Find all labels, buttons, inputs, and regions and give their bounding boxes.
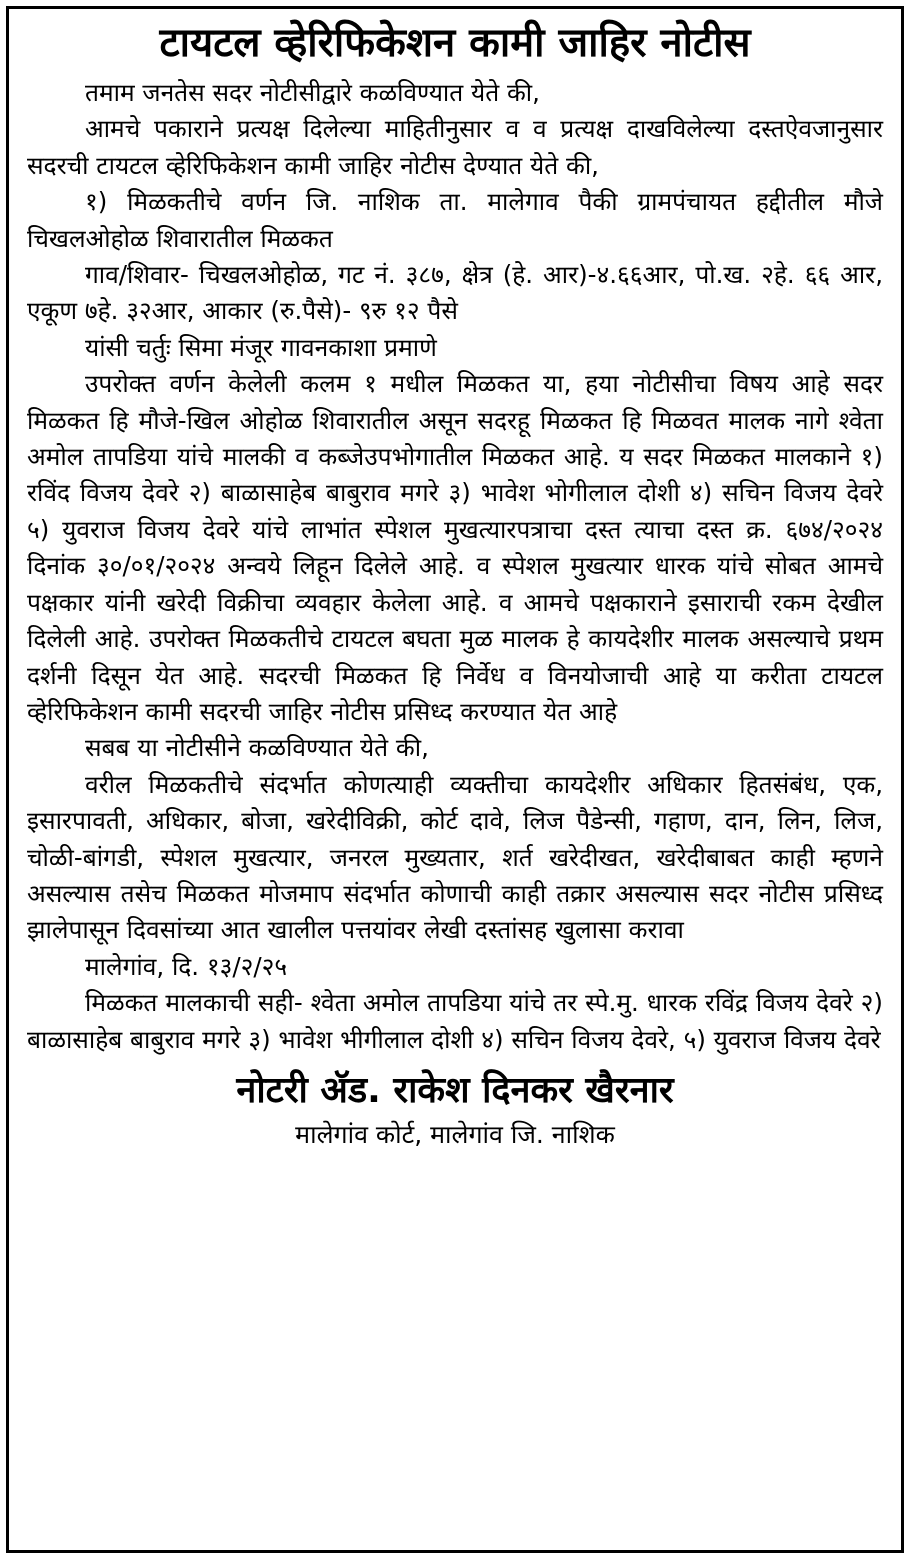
notice-paragraph-place-date: मालेगांव, दि. १३/२/२५ [85, 951, 288, 981]
notice-paragraph-objections: वरील मिळकतीचे संदर्भात कोणत्याही व्यक्तीचा कायदेशीर अधिकार हितसंबंध, एक, इसारपावती, अधिकार, बोजा, खरेदीविक्री, कोर्ट दावे, लिज पैडेन्सी, गहाण, दान, लिन, लिज, चोळी-बांगडी, स्पेशल मुखत्यार, जनरल मुख्यतार, शर्त खरेदीखत, खरेदीबाबत काही म्हणने असल्यास तसेच मिळकत मोजमाप संदर्भात कोणाची काही तक्रार असल्यास सदर नोटीस प्रसिध्द झालेपासून दिवसांच्या आत खालील पत्तयांवर लेखी दस्तांसह खुलासा करावा [27, 769, 883, 945]
notice-paragraph-property-description: १) मिळकतीचे वर्णन जि. नाशिक ता. मालेगाव पैकी ग्रामपंचायत हद्दीतील मौजे चिखलओहोळ शिवारातील मिळकत [27, 187, 883, 253]
advocate-address: मालेगांव कोर्ट, मालेगांव जि. नाशिक [295, 1119, 615, 1149]
notice-paragraph-basis: आमचे पकाराने प्रत्यक्ष दिलेल्या माहितीनुसार व व प्रत्यक्ष दाखविलेल्या दस्तऐवजानुसार सदरची टायटल व्हेरिफिकेशन कामी जाहिर नोटीस देण्यात येते की, [27, 114, 883, 180]
public-notice [6, 6, 904, 1553]
advocate-signature: नोटरी ॲड. राकेश दिनकर खैरनार [236, 1069, 674, 1111]
notice-paragraph-property-details: गाव/शिवार- चिखलओहोळ, गट नं. ३८७, क्षेत्र (हे. आर)-४.६६आर, पो.ख. २हे. ६६ आर, एकूण ७हे. ३२आर, आकार (रु.पैसे)- ९रु १२ पैसे [27, 260, 883, 326]
notice-paragraph-ownership: उपरोक्त वर्णन केलेली कलम १ मधील मिळकत या, हया नोटीसीचा विषय आहे सदर मिळकत हि मौजे-खिल ओहोळ शिवारातील असून सदरहू मिळकत हि मिळवत मालक नागे श्वेता अमोल तापडिया यांचे मालकी व कब्जेउपभोगातील मिळकत आहे. य सदर मिळकत मालकाने १) रविंद विजय देवरे २) बाळासाहेब बाबुराव मगरे ३) भावेश भोगीलाल दोशी ४) सचिन विजय देवरे ५) युवराज विजय देवरे यांचे लाभांत स्पेशल मुखत्यारपत्राचा दस्त त्याचा दस्त क्र. ६७४/२०२४ दिनांक ३०/०१/२०२४ अन्वये लिहून दिलेले आहे. व स्पेशल मुखत्यार धारक यांचे सोबत आमचे पक्षकार यांनी खरेदी विक्रीचा व्यवहार केलेला आहे. व आमचे पक्षकाराने इसाराची रकम देखील दिलेली आहे. उपरोक्त मिळकतीचे टायटल बघता मुळ मालक हे कायदेशीर मालक असल्याचे प्रथम दर्शनी दिसून येत आहे. सदरची मिळकत हि निर्वेध व विनयोजाची आहे या करीता टायटल व्हेरिफिकेशन कामी सदरची जाहिर नोटीस प्रसिध्द करण्यात येत आहे [27, 369, 883, 726]
notice-body [27, 75, 883, 1058]
notice-paragraph-hence: सबब या नोटीसीने कळविण्यात येते की, [85, 733, 429, 763]
notice-paragraph-owner-signature: मिळकत मालकाची सही- श्वेता अमोल तापडिया यांचे तर स्पे.मु. धारक रविंद्र विजय देवरे २) बाळासाहेब बाबुराव मगरे ३) भावेश भीगीलाल दोशी ४) सचिन विजय देवरे, ५) युवराज विजय देवरे [27, 988, 883, 1054]
notice-paragraph-boundaries: यांसी चर्तुः सिमा मंजूर गावनकाशा प्रमाणे [85, 332, 437, 362]
notice-paragraph-intro: तमाम जनतेस सदर नोटीसीद्वारे कळविण्यात येते की, [85, 78, 540, 107]
notice-title: टायटल व्हेरिफिकेशन कामी जाहिर नोटीस [159, 20, 751, 66]
